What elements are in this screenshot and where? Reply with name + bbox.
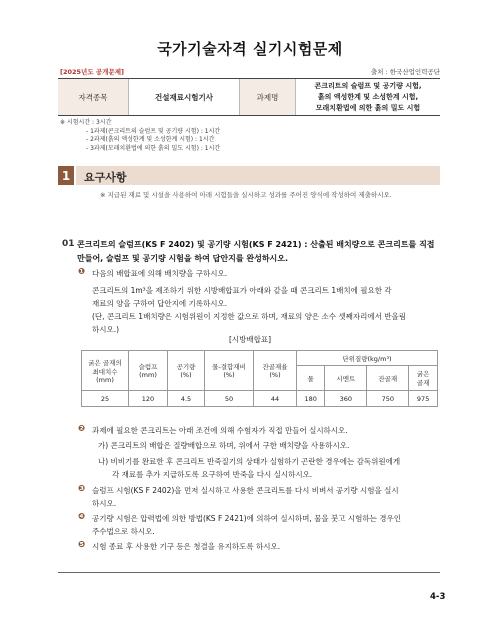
bullet-4-icon: ❹ <box>78 512 86 522</box>
item-line: 과제에 필요한 콘크리트는 아래 조건에 의해 수험자가 직접 만들어 실시하시오. <box>92 426 348 435</box>
item-line: 다음의 배합표에 의해 배치량을 구하시오. <box>92 269 228 278</box>
field-value: 건설재료시험기사 <box>129 79 240 115</box>
sub-header-fine: 잔골재 <box>367 366 409 391</box>
item-line: 나) 비비기를 완료한 후 콘크리트 반죽질기의 상태가 실험하기 곤란한 경우에는 감독위원에게 <box>98 457 401 466</box>
table-cell: 4.5 <box>168 391 205 407</box>
mix-table <box>81 350 438 407</box>
bullet-3-icon: ❸ <box>78 484 86 494</box>
table-cell: 180 <box>297 391 325 407</box>
item-line: (단, 콘크리트 1배치량은 시험위원이 지정한 값으로 하며, 재료의 양은 소수 셋째자리에서 반올림 <box>92 312 406 321</box>
bullet-1-icon: ❶ <box>78 267 86 277</box>
time-line: - 3과제(모래치환법에 의한 흙의 밀도 시험) : 1시간 <box>86 144 221 152</box>
item-line: 주수법으로 하시오. <box>92 527 155 536</box>
section-number: 1 <box>58 166 74 185</box>
sub-header-water: 물 <box>297 366 325 391</box>
item-line: 하시오. <box>92 499 117 508</box>
time-info <box>60 119 220 153</box>
table-cell: 50 <box>205 391 254 407</box>
source-text: 출처 : 한국산업인력공단 <box>370 68 440 76</box>
footer-rule <box>58 572 440 573</box>
label-field: 자격종목 <box>58 79 129 115</box>
time-line: - 2과제(흙의 액성한계 및 소성한계 시험) : 1시간 <box>86 136 215 143</box>
page-number: 4-3 <box>430 592 446 602</box>
sub-header-cement: 시멘트 <box>325 366 367 391</box>
item-line: 콘크리트의 1m³을 제조하기 위한 시방배합표가 아래와 같을 때 콘크리트 1배치에 필요한 각 <box>92 286 392 295</box>
task-line: 흙의 액성한계 및 소성한계 시험, <box>317 92 419 101</box>
table-cell: 975 <box>409 391 438 407</box>
item-line: 각 재료를 추가 지급하도록 요구하여 반죽을 다시 실시하시오. <box>112 470 313 479</box>
table-cell: 44 <box>254 391 297 407</box>
task-value <box>296 79 440 115</box>
table-cell: 120 <box>129 391 168 407</box>
section-note: ※ 지급된 재료 및 시설을 사용하여 아래 시험들을 실시하고 성과를 주어진 양식에 작성하여 제출하시오. <box>100 191 392 199</box>
time-line: - 1과제(콘크리트의 슬럼프 및 공기량 시험) : 1시간 <box>86 127 221 135</box>
year-tag: [2025년도 공개문제] <box>60 68 124 76</box>
question-text <box>77 238 441 266</box>
table-cell: 750 <box>367 391 409 407</box>
item-line: 하시오.) <box>92 325 120 334</box>
table-cell: 360 <box>325 391 367 407</box>
task-line: 모래치환법에 의한 흙의 밀도 시험 <box>315 103 421 112</box>
question-line: 만들어, 슬럼프 및 공기량 시험을 하여 답안지를 완성하시오. <box>77 254 289 263</box>
item-line: 시험 종료 후 사용한 기구 등은 청결을 유지하도록 하시오. <box>92 542 281 551</box>
time-head: ※ 시험시간 : 3시간 <box>60 119 112 126</box>
header-cell: 잔골재율 (%) <box>254 351 297 391</box>
question-number: 01 <box>62 239 75 249</box>
bullet-5-icon: ❺ <box>78 540 86 550</box>
table-caption: [시방배합표] <box>228 335 272 344</box>
meta-row <box>58 66 440 78</box>
header-cell: 물-결합재비 (%) <box>205 351 254 391</box>
info-table <box>58 79 440 116</box>
header-cell: 굵은 골재의 최대치수 (mm) <box>82 351 129 391</box>
item-line: 가) 콘크리트의 배합은 질량배합으로 하며, 위에서 구한 배치량을 사용하시오. <box>98 441 350 450</box>
section-bar <box>76 166 440 185</box>
item-line: 슬럼프 시험(KS F 2402)을 먼저 실시하고 사용한 콘크리트를 다시 비벼서 공기량 시험을 실시 <box>92 486 399 495</box>
bullet-2-icon: ❷ <box>78 424 86 434</box>
section-title: 요구사항 <box>84 171 127 184</box>
task-line: 콘크리트의 슬럼프 및 공기량 시험, <box>314 81 422 90</box>
page-title: 국가기술자격 실기시험문제 <box>157 40 343 58</box>
header-cell: 슬럼프 (mm) <box>129 351 168 391</box>
item-line: 재료의 양을 구하여 답안지에 기록하시오. <box>92 299 228 308</box>
header-cell: 공기량 (%) <box>168 351 205 391</box>
label-task: 과제명 <box>240 79 296 115</box>
question-line: 콘크리트의 슬럼프(KS F 2402) 및 공기량 시험(KS F 2421) : 산출된 배치량으로 콘크리트를 직접 <box>77 240 435 249</box>
sub-header-coarse: 굵은 골재 <box>409 366 438 391</box>
header-unit: 단위질량(kg/m³) <box>297 351 438 366</box>
table-cell: 25 <box>82 391 129 407</box>
item-line: 공기량 시험은 압력법에 의한 방법(KS F 2421)에 의하여 실시하며, 물을 붓고 시험하는 경우인 <box>92 514 402 523</box>
